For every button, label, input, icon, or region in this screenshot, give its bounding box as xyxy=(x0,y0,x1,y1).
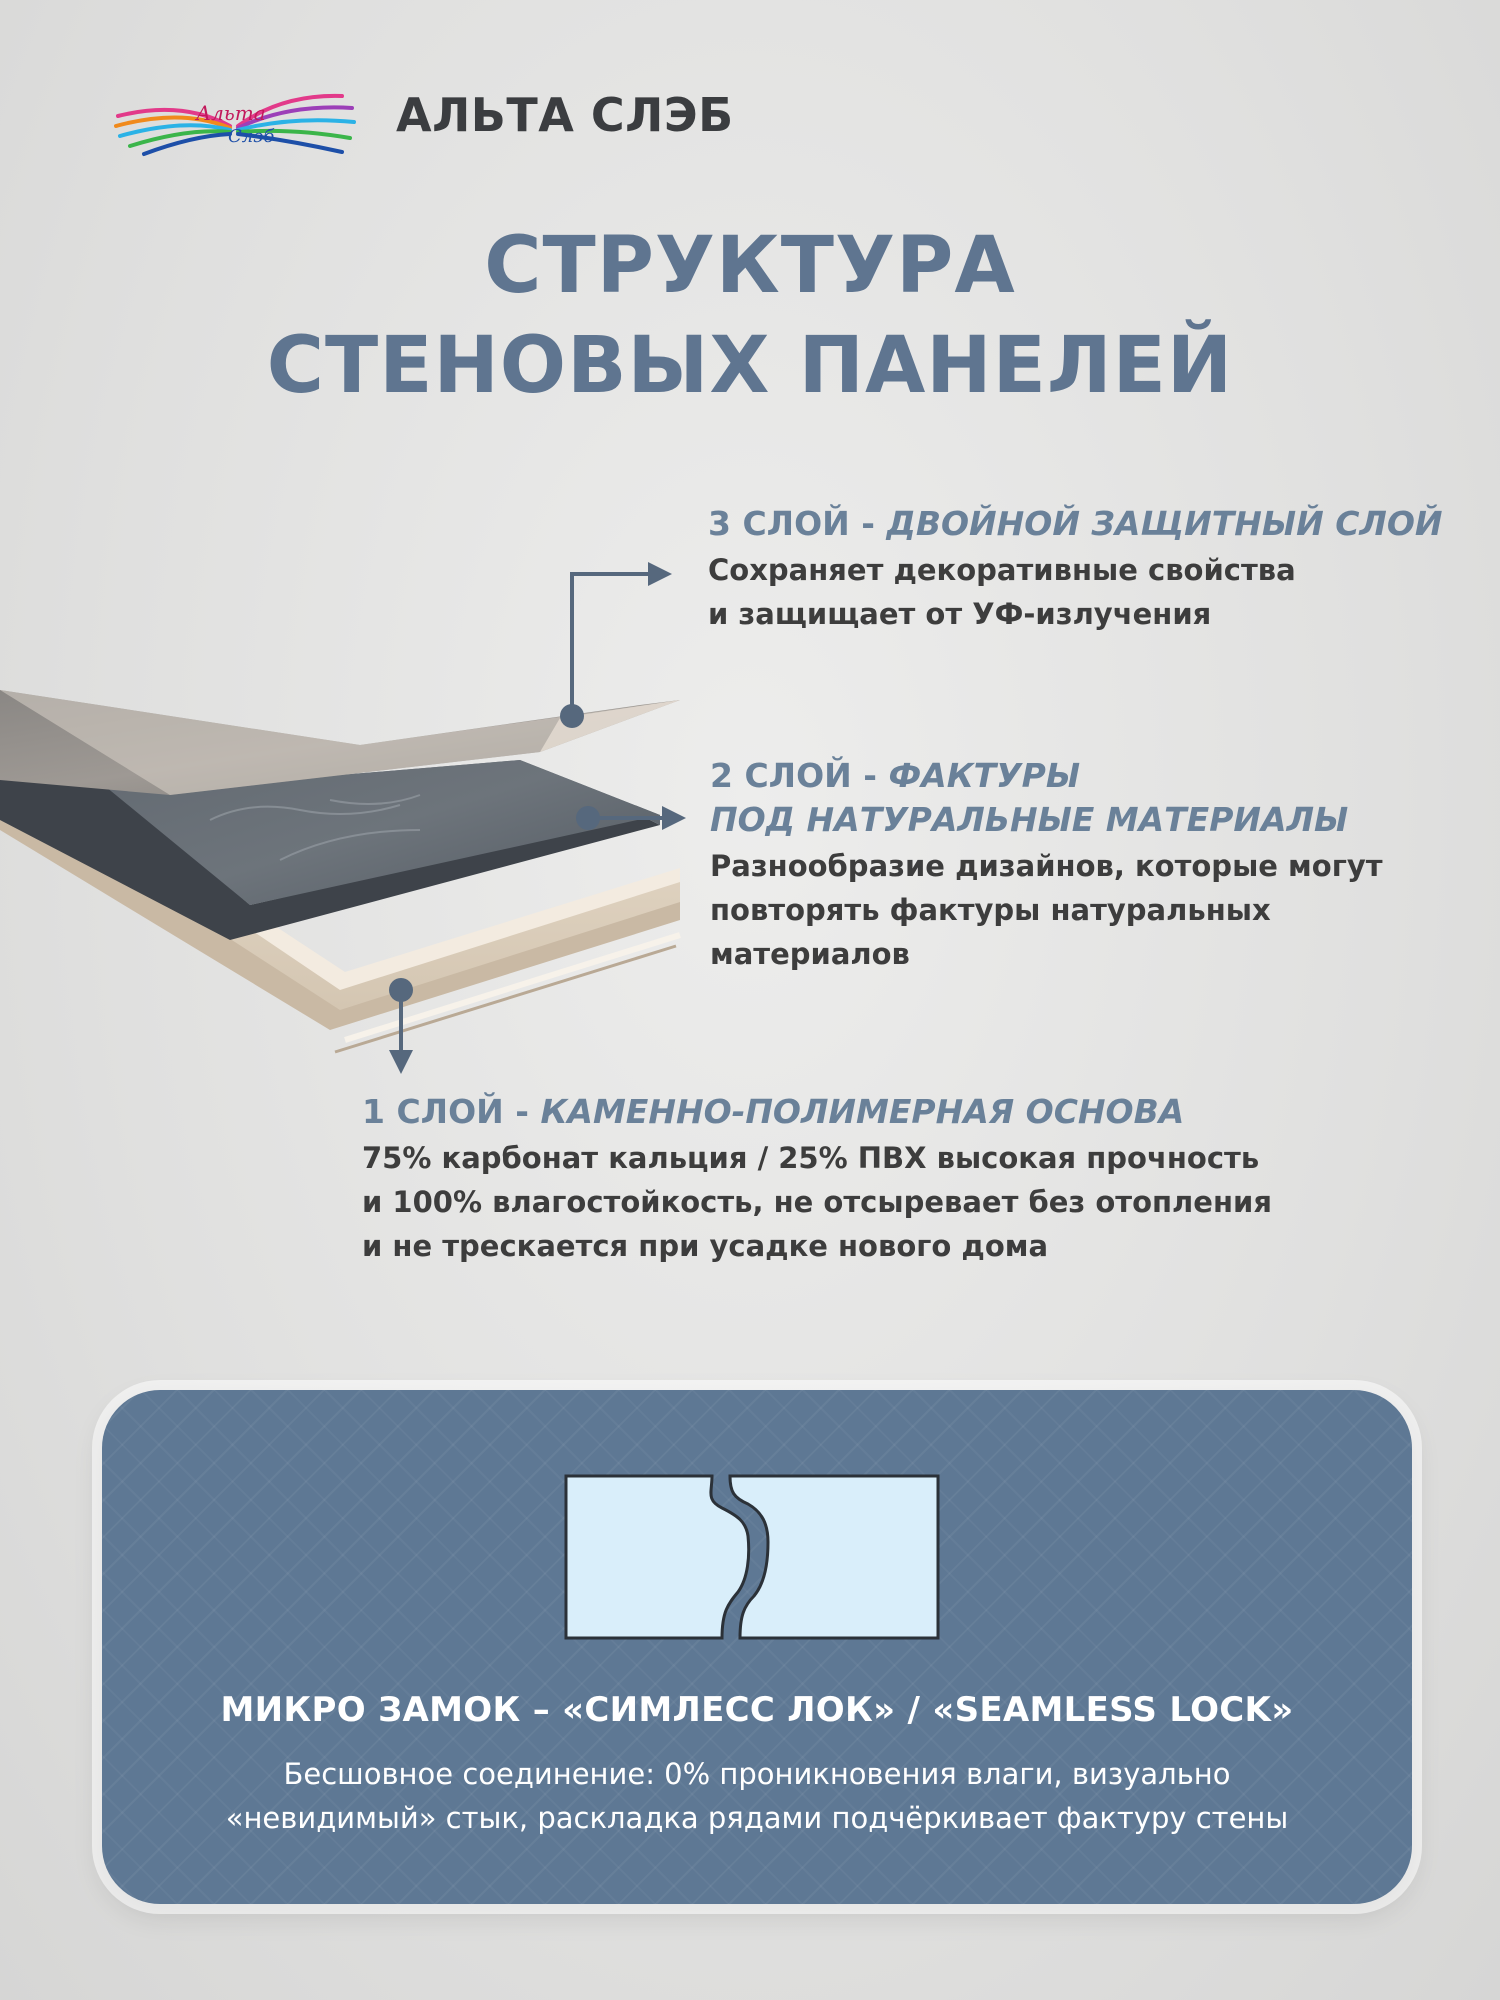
lock-joint-icon xyxy=(562,1472,942,1642)
layer3-block xyxy=(708,502,1443,636)
arrow-right-icon xyxy=(662,806,686,830)
layer1-desc xyxy=(362,1136,1272,1268)
layer1-prefix: 1 СЛОЙ - xyxy=(362,1092,541,1131)
page-title-line1: СТРУКТУРА xyxy=(484,221,1016,311)
layer1-desc-line: и 100% влагостойкость, не отсыревает без отопления xyxy=(362,1185,1272,1219)
logo-text-2: Слэб xyxy=(228,126,275,147)
layer1-title xyxy=(362,1090,1272,1134)
layer2-block xyxy=(710,754,1383,976)
layer3-desc-line: и защищает от УФ-излучения xyxy=(708,597,1212,631)
layer2-desc-line: Разнообразие дизайнов, которые могут xyxy=(710,849,1383,883)
logo-text-1: Альта xyxy=(196,101,266,125)
lock-desc-line: Бесшовное соединение: 0% проникновения влаги, визуально xyxy=(283,1757,1231,1791)
lock-desc-line: «невидимый» стык, раскладка рядами подчёркивает фактуру стены xyxy=(225,1801,1289,1835)
layer1-block xyxy=(362,1090,1272,1268)
layer2-prefix: 2 СЛОЙ - xyxy=(710,756,889,795)
seamless-lock-card xyxy=(102,1390,1412,1904)
layer3-prefix: 3 СЛОЙ - xyxy=(708,504,887,543)
layer2-desc-line: материалов xyxy=(710,937,910,971)
layer2-desc-line: повторять фактуры натуральных xyxy=(710,893,1271,927)
layer2-title xyxy=(710,754,1383,798)
layer2-desc xyxy=(710,844,1383,976)
layer3-desc-line: Сохраняет декоративные свойства xyxy=(708,553,1296,587)
page-title-line2: СТЕНОВЫХ ПАНЕЛЕЙ xyxy=(266,321,1234,411)
layer3-desc xyxy=(708,548,1443,636)
lock-title: МИКРО ЗАМОК – «СИМЛЕСС ЛОК» / «SEAMLESS LOCK» xyxy=(220,1690,1294,1730)
layer1-desc-line: и не трескается при усадке нового дома xyxy=(362,1229,1049,1263)
layer1-desc-line: 75% карбонат кальция / 25% ПВХ высокая прочность xyxy=(362,1141,1260,1175)
layer2-name-line2: ПОД НАТУРАЛЬНЫЕ МАТЕРИАЛЫ xyxy=(710,800,1349,839)
layer1-name: КАМЕННО-ПОЛИМЕРНАЯ ОСНОВА xyxy=(540,1092,1185,1131)
brand-name: АЛЬТА СЛЭБ xyxy=(396,88,734,142)
arrow-right-icon xyxy=(648,562,672,586)
layer2-name-line1: ФАКТУРЫ xyxy=(888,756,1081,795)
layer3-name: ДВОЙНОЙ ЗАЩИТНЫЙ СЛОЙ xyxy=(886,504,1443,543)
layer3-title xyxy=(708,502,1443,546)
callout-layer3 xyxy=(560,562,672,728)
arrow-down-icon xyxy=(389,1050,413,1074)
lock-desc xyxy=(102,1752,1412,1840)
